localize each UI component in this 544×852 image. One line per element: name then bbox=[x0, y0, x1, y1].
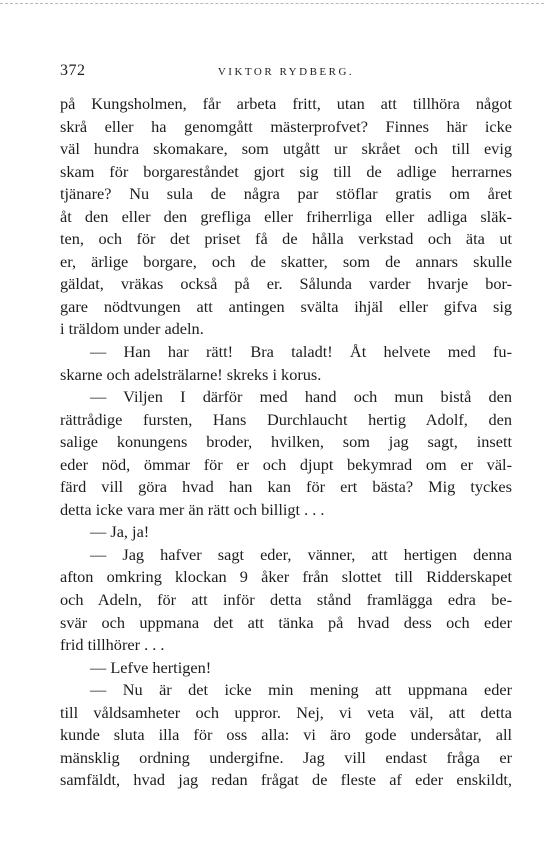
text-line: frid tillhörer . . . bbox=[60, 635, 165, 655]
text-line: i träldom under adeln. bbox=[60, 319, 204, 339]
scan-top-edge bbox=[0, 3, 544, 4]
text-line: skrå eller ha genomgått mästerprofvet? Finnes här icke bbox=[60, 116, 512, 136]
text-line: salige konungens broder, hvilken, som jag sagt, insett bbox=[60, 432, 512, 452]
text-line: till våldsamheter och uppror. Nej, vi veta väl, att detta bbox=[60, 702, 512, 722]
page-number: 372 bbox=[60, 62, 86, 79]
text-line: — Lefve hertigen! bbox=[90, 657, 212, 677]
text-line: — Jag hafver sagt eder, vänner, att hertigen denna bbox=[90, 544, 512, 564]
text-line: åt den eller den grefliga eller friherrliga eller adliga släk- bbox=[60, 206, 512, 226]
text-line: — Nu är det icke min mening att uppmana eder bbox=[90, 680, 512, 700]
text-line: samfäldt, hvad jag redan frågat de fleste af eder enskildt, bbox=[60, 770, 512, 790]
text-line: gäldat, vräkas också på er. Sålunda varder hvarje bor- bbox=[60, 274, 512, 294]
text-line: — Han har rätt! Bra taladt! Åt helvete med fu- bbox=[90, 342, 512, 362]
text-line: er, ärlige borgare, och de skatter, som de annars skulle bbox=[60, 251, 512, 271]
text-line: väl hundra skomakare, som utgått ur skrået och till evig bbox=[60, 139, 512, 159]
text-line: gare nödtvungen att antingen svälta ihjäl eller gifva sig bbox=[60, 296, 512, 316]
text-line: svär och uppmana det att tänka på hvad dess och eder bbox=[60, 612, 512, 632]
text-line: afton omkring klockan 9 åker från slottet till Ridderskapet bbox=[60, 567, 512, 587]
page-header bbox=[60, 62, 512, 82]
body-text bbox=[60, 93, 512, 792]
text-line: kunde sluta illa för oss alla: vi äro gode undersåtar, all bbox=[60, 725, 512, 745]
text-line: rättrådige fursten, Hans Durchlaucht hertig Adolf, den bbox=[60, 409, 512, 429]
text-line: eder nöd, ömmar för er och djupt bekymrad om er väl- bbox=[60, 454, 512, 474]
text-line: ten, och för det priset få de hålla verkstad och äta ut bbox=[60, 229, 512, 249]
text-line: tjänare? Nu sula de några par stöflar gratis om året bbox=[60, 184, 512, 204]
running-head: VIKTOR RYDBERG. bbox=[217, 66, 355, 78]
text-line: — Ja, ja! bbox=[90, 522, 150, 542]
text-line: detta icke vara mer än rätt och billigt . . . bbox=[60, 499, 325, 519]
text-line: och Adeln, för att inför detta stånd framlägga edra be- bbox=[60, 590, 512, 610]
text-line: mänsklig ordning undergifne. Jag vill endast fråga er bbox=[60, 747, 512, 767]
text-line: på Kungsholmen, får arbeta fritt, utan att tillhöra något bbox=[60, 94, 512, 113]
text-line: skarne och adelsträlarne! skreks i korus. bbox=[60, 364, 322, 384]
text-line: — Viljen I därför med hand och mun bistå den bbox=[90, 387, 512, 407]
text-line: färd vill göra hvad han kan för ert bästa? Mig tyckes bbox=[60, 477, 512, 497]
text-line: skam för borgareståndet gjort sig till de adlige herrarnes bbox=[60, 161, 512, 181]
